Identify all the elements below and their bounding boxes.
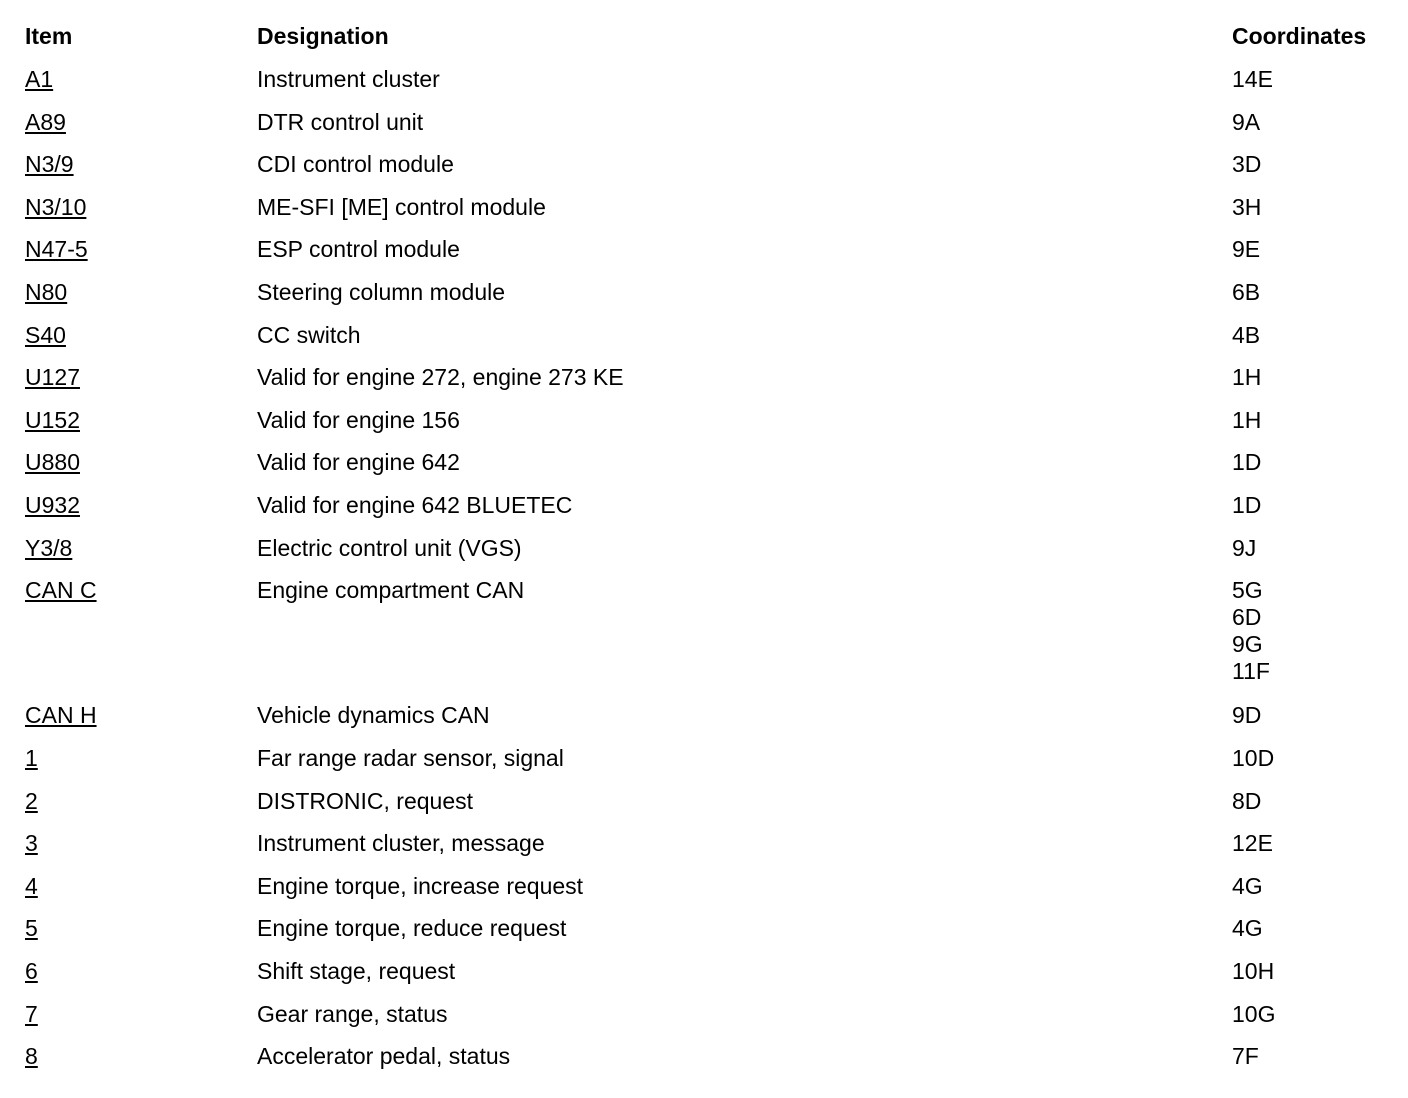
item-link[interactable]: A89 <box>25 108 66 135</box>
coordinate-value: 8D <box>1232 787 1262 814</box>
coordinate-value: 1H <box>1232 406 1262 433</box>
item-link[interactable]: N80 <box>25 279 68 305</box>
coordinate-value: 9E <box>1232 236 1261 263</box>
item-link[interactable]: N3/9 <box>25 151 74 178</box>
item-link[interactable]: 2 <box>25 787 38 814</box>
header-designation: Designation <box>257 23 389 49</box>
coordinate-value: 9D <box>1232 702 1262 729</box>
coordinate-value: 10D <box>1232 744 1275 771</box>
item-link[interactable]: 5 <box>25 915 38 942</box>
coordinate-value: 1D <box>1232 492 1262 518</box>
coordinates-cell <box>1232 958 1274 985</box>
coordinates-cell <box>1232 109 1260 136</box>
coordinate-value: 9J <box>1232 534 1257 561</box>
item-link[interactable]: 7 <box>25 1000 38 1027</box>
designation-text: Instrument cluster <box>257 66 440 92</box>
coordinates-cell <box>1232 279 1260 306</box>
designation-text: Engine torque, reduce request <box>257 915 567 942</box>
coordinate-value: 6D <box>1232 604 1262 631</box>
designation-text: CC switch <box>257 321 361 348</box>
coordinates-cell <box>1232 492 1261 519</box>
item-link[interactable]: U880 <box>25 449 80 476</box>
item-link[interactable]: U127 <box>25 364 80 391</box>
header-row <box>0 0 1408 60</box>
coordinate-value: 6B <box>1232 279 1261 305</box>
coordinates-cell <box>1232 915 1263 942</box>
coordinates-cell <box>1232 407 1261 434</box>
designation-text: Electric control unit (VGS) <box>257 534 522 561</box>
designation-text: Accelerator pedal, status <box>257 1043 511 1070</box>
coordinate-value: 3D <box>1232 151 1262 178</box>
item-link[interactable]: N3/10 <box>25 193 87 220</box>
designation-text: Steering column module <box>257 279 506 305</box>
designation-text: DISTRONIC, request <box>257 787 473 814</box>
designation-text: Shift stage, request <box>257 957 456 984</box>
item-link[interactable]: CAN C <box>25 577 97 604</box>
coordinates-cell <box>1232 577 1270 685</box>
coordinates-cell <box>1232 702 1261 729</box>
designation-text: Valid for engine 642 BLUETEC <box>257 492 573 518</box>
coordinates-cell <box>1232 788 1261 815</box>
coordinates-cell <box>1232 364 1261 391</box>
coordinate-value: 4G <box>1232 915 1263 942</box>
item-link[interactable]: CAN H <box>25 702 97 729</box>
coordinate-value: 12E <box>1232 830 1273 857</box>
coordinates-cell <box>1232 535 1256 562</box>
designation-text: Instrument cluster, message <box>257 830 545 857</box>
coordinates-cell <box>1232 1001 1275 1028</box>
coordinates-cell <box>1232 830 1273 857</box>
coordinates-cell <box>1232 236 1260 263</box>
coordinate-value: 10G <box>1232 1000 1276 1027</box>
designation-text: Engine compartment CAN <box>257 577 525 604</box>
coordinates-cell <box>1232 745 1274 772</box>
coordinate-value: 11F <box>1232 658 1270 685</box>
designation-text: Valid for engine 156 <box>257 406 460 433</box>
coordinate-value: 14E <box>1232 66 1273 92</box>
designation-text: Vehicle dynamics CAN <box>257 702 490 729</box>
item-link[interactable]: 4 <box>25 872 38 899</box>
coordinate-value: 9G <box>1232 631 1263 658</box>
coordinate-value: 7F <box>1232 1043 1259 1070</box>
coordinate-value: 4G <box>1232 872 1263 899</box>
designation-text: DTR control unit <box>257 108 424 135</box>
designation-text: CDI control module <box>257 151 454 178</box>
item-link[interactable]: U152 <box>25 406 80 433</box>
header-coordinates: Coordinates <box>1232 23 1367 49</box>
item-link[interactable]: 1 <box>25 744 38 771</box>
coordinates-cell <box>1232 322 1260 349</box>
coordinate-value: 1H <box>1232 364 1262 391</box>
coordinates-cell <box>1232 1043 1259 1070</box>
coordinate-value: 4B <box>1232 321 1261 348</box>
item-link[interactable]: A1 <box>25 66 54 92</box>
coordinate-value: 9A <box>1232 108 1261 135</box>
coordinate-value: 3H <box>1232 193 1262 220</box>
coordinates-cell <box>1232 66 1273 93</box>
coordinates-cell <box>1232 151 1261 178</box>
item-link[interactable]: N47-5 <box>25 236 88 263</box>
item-link[interactable]: Y3/8 <box>25 534 73 561</box>
coordinate-value: 1D <box>1232 449 1262 476</box>
coordinates-cell <box>1232 194 1261 221</box>
item-link[interactable]: 3 <box>25 830 38 857</box>
designation-text: ESP control module <box>257 236 460 263</box>
item-link[interactable]: U932 <box>25 492 80 518</box>
designation-text: Gear range, status <box>257 1000 448 1027</box>
coordinates-cell <box>1232 873 1263 900</box>
designation-text: ME-SFI [ME] control module <box>257 193 546 220</box>
coordinate-value: 10H <box>1232 957 1275 984</box>
designation-text: Valid for engine 272, engine 273 KE <box>257 364 624 391</box>
designation-text: Valid for engine 642 <box>257 449 460 476</box>
item-link[interactable]: 8 <box>25 1043 38 1070</box>
designation-text: Engine torque, increase request <box>257 872 584 899</box>
coordinate-value: 5G <box>1232 577 1263 604</box>
header-item: Item <box>25 23 73 49</box>
item-link[interactable]: 6 <box>25 957 38 984</box>
coordinates-cell <box>1232 449 1261 476</box>
designation-text: Far range radar sensor, signal <box>257 744 564 771</box>
item-link[interactable]: S40 <box>25 321 66 348</box>
